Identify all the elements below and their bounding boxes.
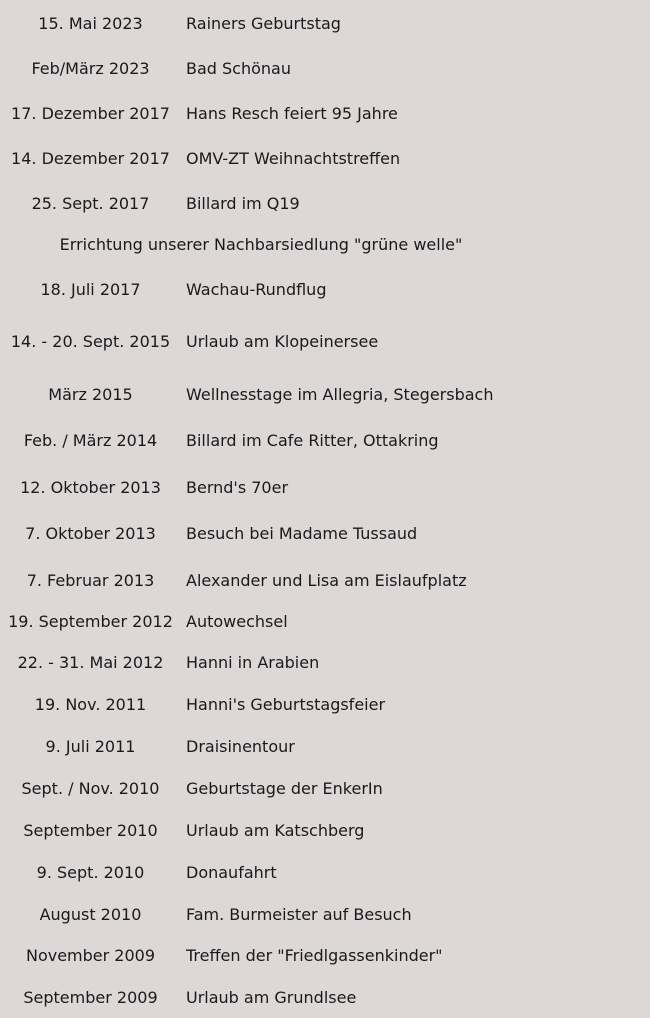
list-item [0,903,650,927]
event-date: 14. Dezember 2017 [11,149,170,168]
list-item [0,429,650,453]
event-link[interactable]: Urlaub am Katschberg [186,821,365,840]
event-link[interactable]: OMV-ZT Weihnachtstreffen [186,149,401,168]
event-date: 17. Dezember 2017 [11,104,170,123]
event-link[interactable]: Donaufahrt [186,863,277,882]
event-date: 25. Sept. 2017 [31,194,150,213]
event-link[interactable]: Wellnesstage im Allegria, Stegersbach [186,385,494,404]
list-item [0,861,650,885]
event-date: September 2009 [23,988,158,1007]
event-link[interactable]: Billard im Cafe Ritter, Ottakring [186,431,439,450]
event-link[interactable]: Hans Resch feiert 95 Jahre [186,104,398,123]
event-date: September 2010 [23,821,158,840]
event-link[interactable]: Geburtstage der EnkerIn [186,779,383,798]
list-item [0,735,650,759]
event-link[interactable]: Rainers Geburtstag [186,14,341,33]
list-item [0,819,650,843]
list-item [0,777,650,801]
event-date: Feb. / März 2014 [23,431,158,450]
list-item [0,192,650,216]
event-link[interactable]: Wachau-Rundflug [186,280,327,299]
section-banner[interactable]: Errichtung unserer Nachbarsiedlung "grüne welle" [59,235,463,254]
list-item [0,57,650,81]
event-date: November 2009 [25,946,156,965]
event-link[interactable]: Hanni in Arabien [186,653,320,672]
event-date: 15. Mai 2023 [38,14,143,33]
event-link[interactable]: Urlaub am Klopeinersee [186,332,379,351]
list-item [0,693,650,717]
event-date: 9. Juli 2011 [45,737,136,756]
list-item [0,383,650,407]
event-date: 22. - 31. Mai 2012 [17,653,164,672]
event-date: August 2010 [39,905,142,924]
list-item [0,12,650,36]
event-link[interactable]: Besuch bei Madame Tussaud [186,524,418,543]
event-link[interactable]: Alexander und Lisa am Eislaufplatz [186,571,467,590]
event-link[interactable]: Bad Schönau [186,59,291,78]
event-link[interactable]: Autowechsel [186,612,288,631]
event-link[interactable]: Urlaub am Grundlsee [186,988,357,1007]
list-item [0,522,650,546]
event-date: 19. September 2012 [8,612,173,631]
list-item [0,610,650,634]
list-item [0,476,650,500]
list-item [0,330,650,354]
event-date: 7. Oktober 2013 [25,524,156,543]
event-link[interactable]: Draisinentour [186,737,295,756]
event-link[interactable]: Bernd's 70er [186,478,289,497]
event-date: März 2015 [48,385,133,404]
event-date: 9. Sept. 2010 [36,863,145,882]
list-item [0,569,650,593]
list-item [0,986,650,1010]
event-date: 14. - 20. Sept. 2015 [10,332,171,351]
list-item [0,944,650,968]
event-date: 7. Februar 2013 [26,571,155,590]
event-date: 12. Oktober 2013 [20,478,161,497]
event-date: 18. Juli 2017 [40,280,141,299]
list-item [0,278,650,302]
event-link[interactable]: Fam. Burmeister auf Besuch [186,905,412,924]
list-item [0,102,650,126]
event-date: Sept. / Nov. 2010 [21,779,160,798]
event-link[interactable]: Billard im Q19 [186,194,300,213]
event-link[interactable]: Hanni's Geburtstagsfeier [186,695,386,714]
event-date: Feb/März 2023 [31,59,150,78]
list-item [0,147,650,171]
event-link[interactable]: Treffen der "Friedlgassenkinder" [186,946,443,965]
list-item [0,651,650,675]
event-date: 19. Nov. 2011 [34,695,147,714]
